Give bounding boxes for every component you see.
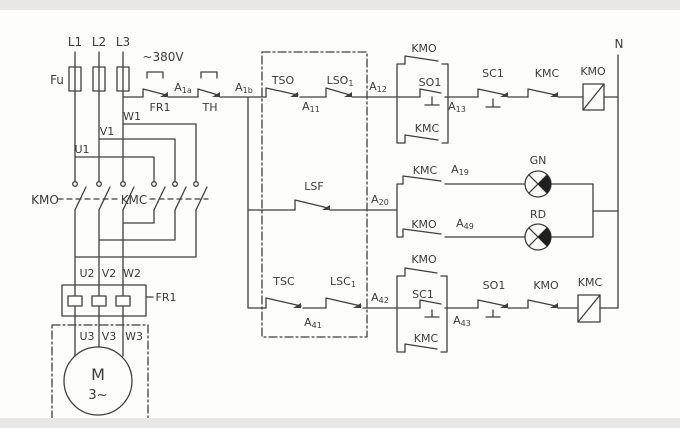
contactor-kmo-label: KMO — [31, 193, 59, 207]
node-a13: A13 — [448, 100, 466, 114]
fr1-heater-label: FR1 — [155, 291, 177, 304]
kmc-aux-label: KMC — [414, 122, 440, 135]
lso1-label: LSO1 — [326, 74, 354, 88]
fr1-contact-label: FR1 — [149, 101, 171, 114]
contact-blade — [405, 135, 438, 143]
open-start-button-so1 — [419, 76, 442, 105]
tso-label: TSO — [271, 74, 295, 87]
wire-label-v3: V3 — [101, 330, 117, 343]
overload-trip-icon — [201, 72, 217, 78]
node-a1b: A1b — [235, 81, 253, 95]
contact-foot — [290, 92, 298, 97]
contact-blade — [528, 89, 556, 97]
control-row-wires — [120, 97, 397, 308]
contact-foot — [212, 92, 220, 97]
pole-terminal — [121, 182, 126, 187]
contactor-kmc-main-poles — [121, 182, 207, 210]
phase-label-l2: L2 — [91, 35, 107, 49]
pole-terminal — [73, 182, 78, 187]
motor-unit — [52, 325, 148, 420]
contact-blade — [420, 300, 441, 308]
coil-diagonal — [583, 84, 604, 110]
so1-stop-label: SO1 — [482, 279, 506, 292]
kmc-lamp-contact-label: KMC — [412, 164, 438, 177]
contact-foot — [293, 303, 301, 308]
pushbutton-actuator-icon — [486, 310, 500, 317]
phase-label-l3: L3 — [115, 35, 131, 49]
pole-terminal — [173, 182, 178, 187]
contactor-kmo-main-poles — [31, 182, 134, 210]
heater-element-icon — [68, 296, 82, 306]
wire-label-u1: U1 — [74, 143, 90, 156]
kmc-aux-label: KMC — [413, 332, 439, 345]
node-a11: A11 — [302, 100, 320, 114]
contact-blade — [295, 200, 328, 210]
scan-edge-bottom — [0, 418, 680, 428]
wire-label-w2: W2 — [123, 267, 141, 280]
kmo-seal-label: KMO — [411, 253, 437, 266]
kmo-coil-label: KMO — [580, 65, 606, 78]
node-a20: A20 — [371, 193, 389, 207]
contact-blade — [405, 56, 438, 64]
node-a41: A41 — [304, 316, 322, 330]
lamp-quadrant — [538, 175, 551, 193]
tsc-contact — [266, 275, 301, 308]
open-aux-contact-kmc — [405, 122, 440, 143]
contact-blade — [478, 89, 506, 97]
lamp-quadrant — [538, 228, 551, 246]
interlock-contact-kmc — [528, 67, 560, 97]
coil-diagonal — [578, 295, 600, 322]
pushbutton-actuator-icon — [425, 310, 439, 317]
kmo-seal-label: KMO — [411, 42, 437, 55]
tsc-label: TSC — [273, 275, 295, 288]
lsc1-label: LSC1 — [330, 275, 356, 289]
lsc1-contact — [326, 275, 361, 308]
wire-label-u2: U2 — [79, 267, 95, 280]
contact-blade — [403, 176, 441, 184]
kmc-interlock-label: KMC — [534, 67, 560, 80]
wire-label-v1: V1 — [99, 125, 115, 138]
pole-terminal — [152, 182, 157, 187]
heater-element-icon — [92, 296, 106, 306]
contact-foot — [344, 92, 352, 97]
wire-label-w3: W3 — [125, 330, 143, 343]
contact-foot — [353, 303, 361, 308]
coil-kmo — [580, 65, 606, 110]
pole-terminal — [194, 182, 199, 187]
open-seal-contact-kmo — [405, 42, 438, 64]
contactor-kmc-label: KMC — [120, 193, 148, 207]
motor-type-label: 3~ — [88, 388, 108, 403]
node-a42: A42 — [371, 291, 389, 305]
rd-lamp-label: RD — [529, 208, 547, 221]
node-a43: A43 — [453, 314, 471, 328]
fr1-heater-box — [62, 285, 176, 316]
pushbutton-actuator-icon — [486, 99, 500, 107]
kmc-coil-label: KMC — [577, 276, 603, 289]
voltage-label: ~380V — [142, 50, 184, 64]
th-contact — [198, 72, 220, 114]
tso-contact — [266, 74, 298, 97]
stop-button-sc1 — [478, 67, 508, 107]
fuse-label: Fu — [50, 73, 64, 87]
motor-label: M — [91, 365, 105, 384]
close-start-button-sc1 — [412, 288, 441, 317]
close-aux-contact-kmc — [405, 332, 439, 352]
node-a1a: A1a — [174, 81, 192, 95]
green-lamp-branch — [403, 154, 551, 197]
contact-blade — [405, 268, 437, 276]
node-a19: A19 — [451, 163, 469, 177]
contact-blade — [405, 344, 437, 352]
contact-foot — [160, 92, 168, 97]
sc1-stop-label: SC1 — [482, 67, 504, 80]
wire-label-u3: U3 — [79, 330, 95, 343]
red-lamp-branch — [403, 208, 551, 250]
node-a12: A12 — [369, 80, 387, 94]
contact-blade — [420, 89, 441, 97]
node-a49: A49 — [456, 217, 474, 231]
neutral-label: N — [614, 37, 624, 51]
stop-button-so1 — [478, 279, 508, 317]
kmo-interlock-label: KMO — [533, 279, 559, 292]
pushbutton-actuator-icon — [425, 97, 439, 105]
th-label: TH — [202, 101, 218, 114]
scan-edge-top — [0, 0, 680, 10]
pole-terminal — [97, 182, 102, 187]
lsf-contact — [295, 180, 330, 210]
sc1-start-label: SC1 — [412, 288, 434, 301]
contact-blade — [478, 300, 506, 308]
phase-label-l1: L1 — [67, 35, 83, 49]
so1-start-label: SO1 — [418, 76, 442, 89]
kmo-lamp-contact-label: KMO — [411, 218, 437, 231]
contact-blade — [528, 300, 556, 308]
coil-kmc — [578, 276, 603, 322]
close-seal-contact-kmo — [405, 253, 437, 276]
wire-label-w1: W1 — [123, 110, 141, 123]
interlock-contact-kmo — [528, 279, 559, 308]
fr1-overload-contact — [143, 72, 170, 114]
overload-trip-icon — [147, 72, 163, 78]
gn-lamp-label: GN — [529, 154, 547, 167]
lsf-label: LSF — [304, 180, 324, 193]
heater-element-icon — [116, 296, 130, 306]
lso1-contact — [326, 74, 353, 97]
wire-label-v2: V2 — [101, 267, 117, 280]
